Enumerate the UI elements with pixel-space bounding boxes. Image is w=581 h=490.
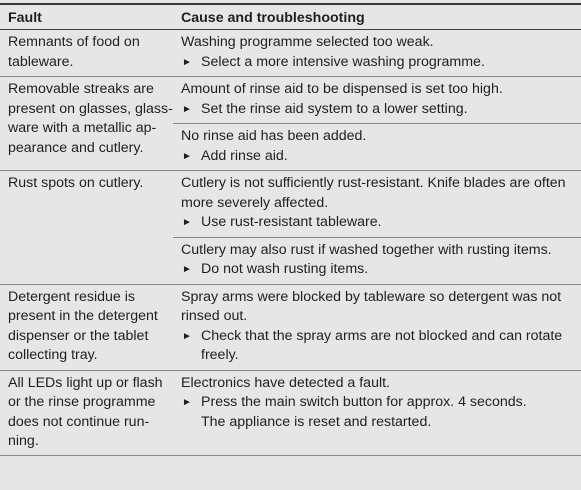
- remedy-step: [181, 260, 577, 280]
- fault-text-line: Removable streaks are: [8, 81, 154, 97]
- fault-cell: [0, 371, 173, 455]
- fault-cell: [0, 171, 173, 284]
- remedy-text: [201, 393, 577, 432]
- table-body: [0, 30, 581, 456]
- remedy-step: [181, 327, 577, 366]
- cause-block: [173, 171, 581, 237]
- cause-text-line: Electronics have detected a fault.: [181, 374, 390, 391]
- remedy-text: [201, 147, 577, 167]
- remedy-step: [181, 147, 577, 167]
- fault-text-line: pearance and cutlery.: [8, 139, 144, 156]
- fault-text-line: ware with a metallic ap-: [8, 120, 157, 136]
- cause-block: [173, 285, 581, 370]
- cause-text-line: Washing programme selected too weak.: [181, 34, 434, 50]
- remedy-text: [201, 100, 577, 120]
- cause-block: [173, 371, 581, 437]
- arrow-right-icon: ►: [182, 397, 192, 408]
- fault-text-line: Remnants of food on: [8, 34, 140, 50]
- remedy-text: [201, 260, 577, 280]
- arrow-right-icon: ►: [182, 56, 192, 68]
- cause-text-line: Cutlery is not sufficiently rust-resistant. Knife blades are often: [181, 175, 566, 191]
- cause-block: [173, 237, 581, 284]
- remedy-text: [201, 53, 577, 73]
- remedy-text-line: The appliance is reset and restarted.: [201, 413, 432, 430]
- table-row: [0, 285, 581, 371]
- arrow-right-icon: ►: [182, 264, 192, 275]
- fault-text-line: ning.: [8, 433, 39, 449]
- fault-text-line: or the rinse programme: [8, 394, 156, 410]
- table-header: [0, 3, 581, 30]
- remedy-text-line: Do not wash rusting items.: [201, 261, 369, 277]
- arrow-right-icon: ►: [182, 217, 192, 228]
- remedy-text-line: Check that the spray arms are not blocked and can rotate: [201, 327, 563, 344]
- remedy-step: [181, 100, 577, 120]
- remedy-text-line: Select a more intensive washing programme.: [201, 53, 485, 70]
- remedy-text-line: Press the main switch button for approx. 4 seconds.: [201, 394, 527, 410]
- fault-text-line: present in the detergent: [8, 308, 158, 324]
- cause-cell: [173, 371, 581, 455]
- cause-text-line: rinsed out.: [181, 308, 248, 324]
- remedy-text: [201, 327, 577, 366]
- fault-text-line: All LEDs light up or flash: [8, 374, 163, 391]
- cause-column-header: Cause and troubleshooting: [181, 10, 365, 26]
- remedy-text: [201, 213, 577, 233]
- fault-column-header: Fault: [8, 10, 42, 26]
- fault-text-line: does not continue run-: [8, 413, 150, 430]
- fault-cell: [0, 285, 173, 370]
- fault-text-line: collecting tray.: [8, 347, 98, 363]
- remedy-step: [181, 213, 577, 233]
- cause-text-line: Amount of rinse aid to be dispensed is set too high.: [181, 81, 503, 97]
- fault-text-line: tableware.: [8, 53, 74, 70]
- arrow-right-icon: ►: [182, 150, 192, 162]
- cause-text-line: more severely affected.: [181, 194, 329, 211]
- remedy-text-line: Use rust-resistant tableware.: [201, 214, 382, 230]
- cause-block: [173, 30, 581, 76]
- cause-block: [173, 123, 581, 170]
- cause-text-line: Spray arms were blocked by tableware so detergent was not: [181, 288, 562, 305]
- cause-block: [173, 77, 581, 123]
- table-row: [0, 171, 581, 285]
- troubleshooting-table: [0, 3, 581, 456]
- arrow-right-icon: ►: [182, 103, 192, 115]
- table-row: [0, 77, 581, 171]
- remedy-text-line: Add rinse aid.: [201, 147, 288, 164]
- remedy-step: [181, 393, 577, 432]
- remedy-step: [181, 53, 577, 73]
- fault-text-line: dispenser or the tablet: [8, 327, 149, 344]
- remedy-text-line: Set the rinse aid system to a lower setting.: [201, 100, 468, 117]
- cause-cell: [173, 77, 581, 170]
- cause-cell: [173, 285, 581, 370]
- cause-text-line: No rinse aid has been added.: [181, 128, 367, 144]
- table-row: [0, 371, 581, 456]
- fault-text-line: present on glasses, glass-: [8, 100, 173, 117]
- fault-cell: [0, 30, 173, 76]
- remedy-text-line: freely.: [201, 347, 239, 363]
- cause-text-line: Cutlery may also rust if washed together with rusting items.: [181, 241, 552, 258]
- fault-cell: [0, 77, 173, 170]
- cause-cell: [173, 30, 581, 76]
- fault-text-line: Detergent residue is: [8, 288, 135, 305]
- fault-text-line: Rust spots on cutlery.: [8, 175, 144, 191]
- table-row: [0, 30, 581, 77]
- arrow-right-icon: ►: [182, 330, 192, 342]
- cause-cell: [173, 171, 581, 284]
